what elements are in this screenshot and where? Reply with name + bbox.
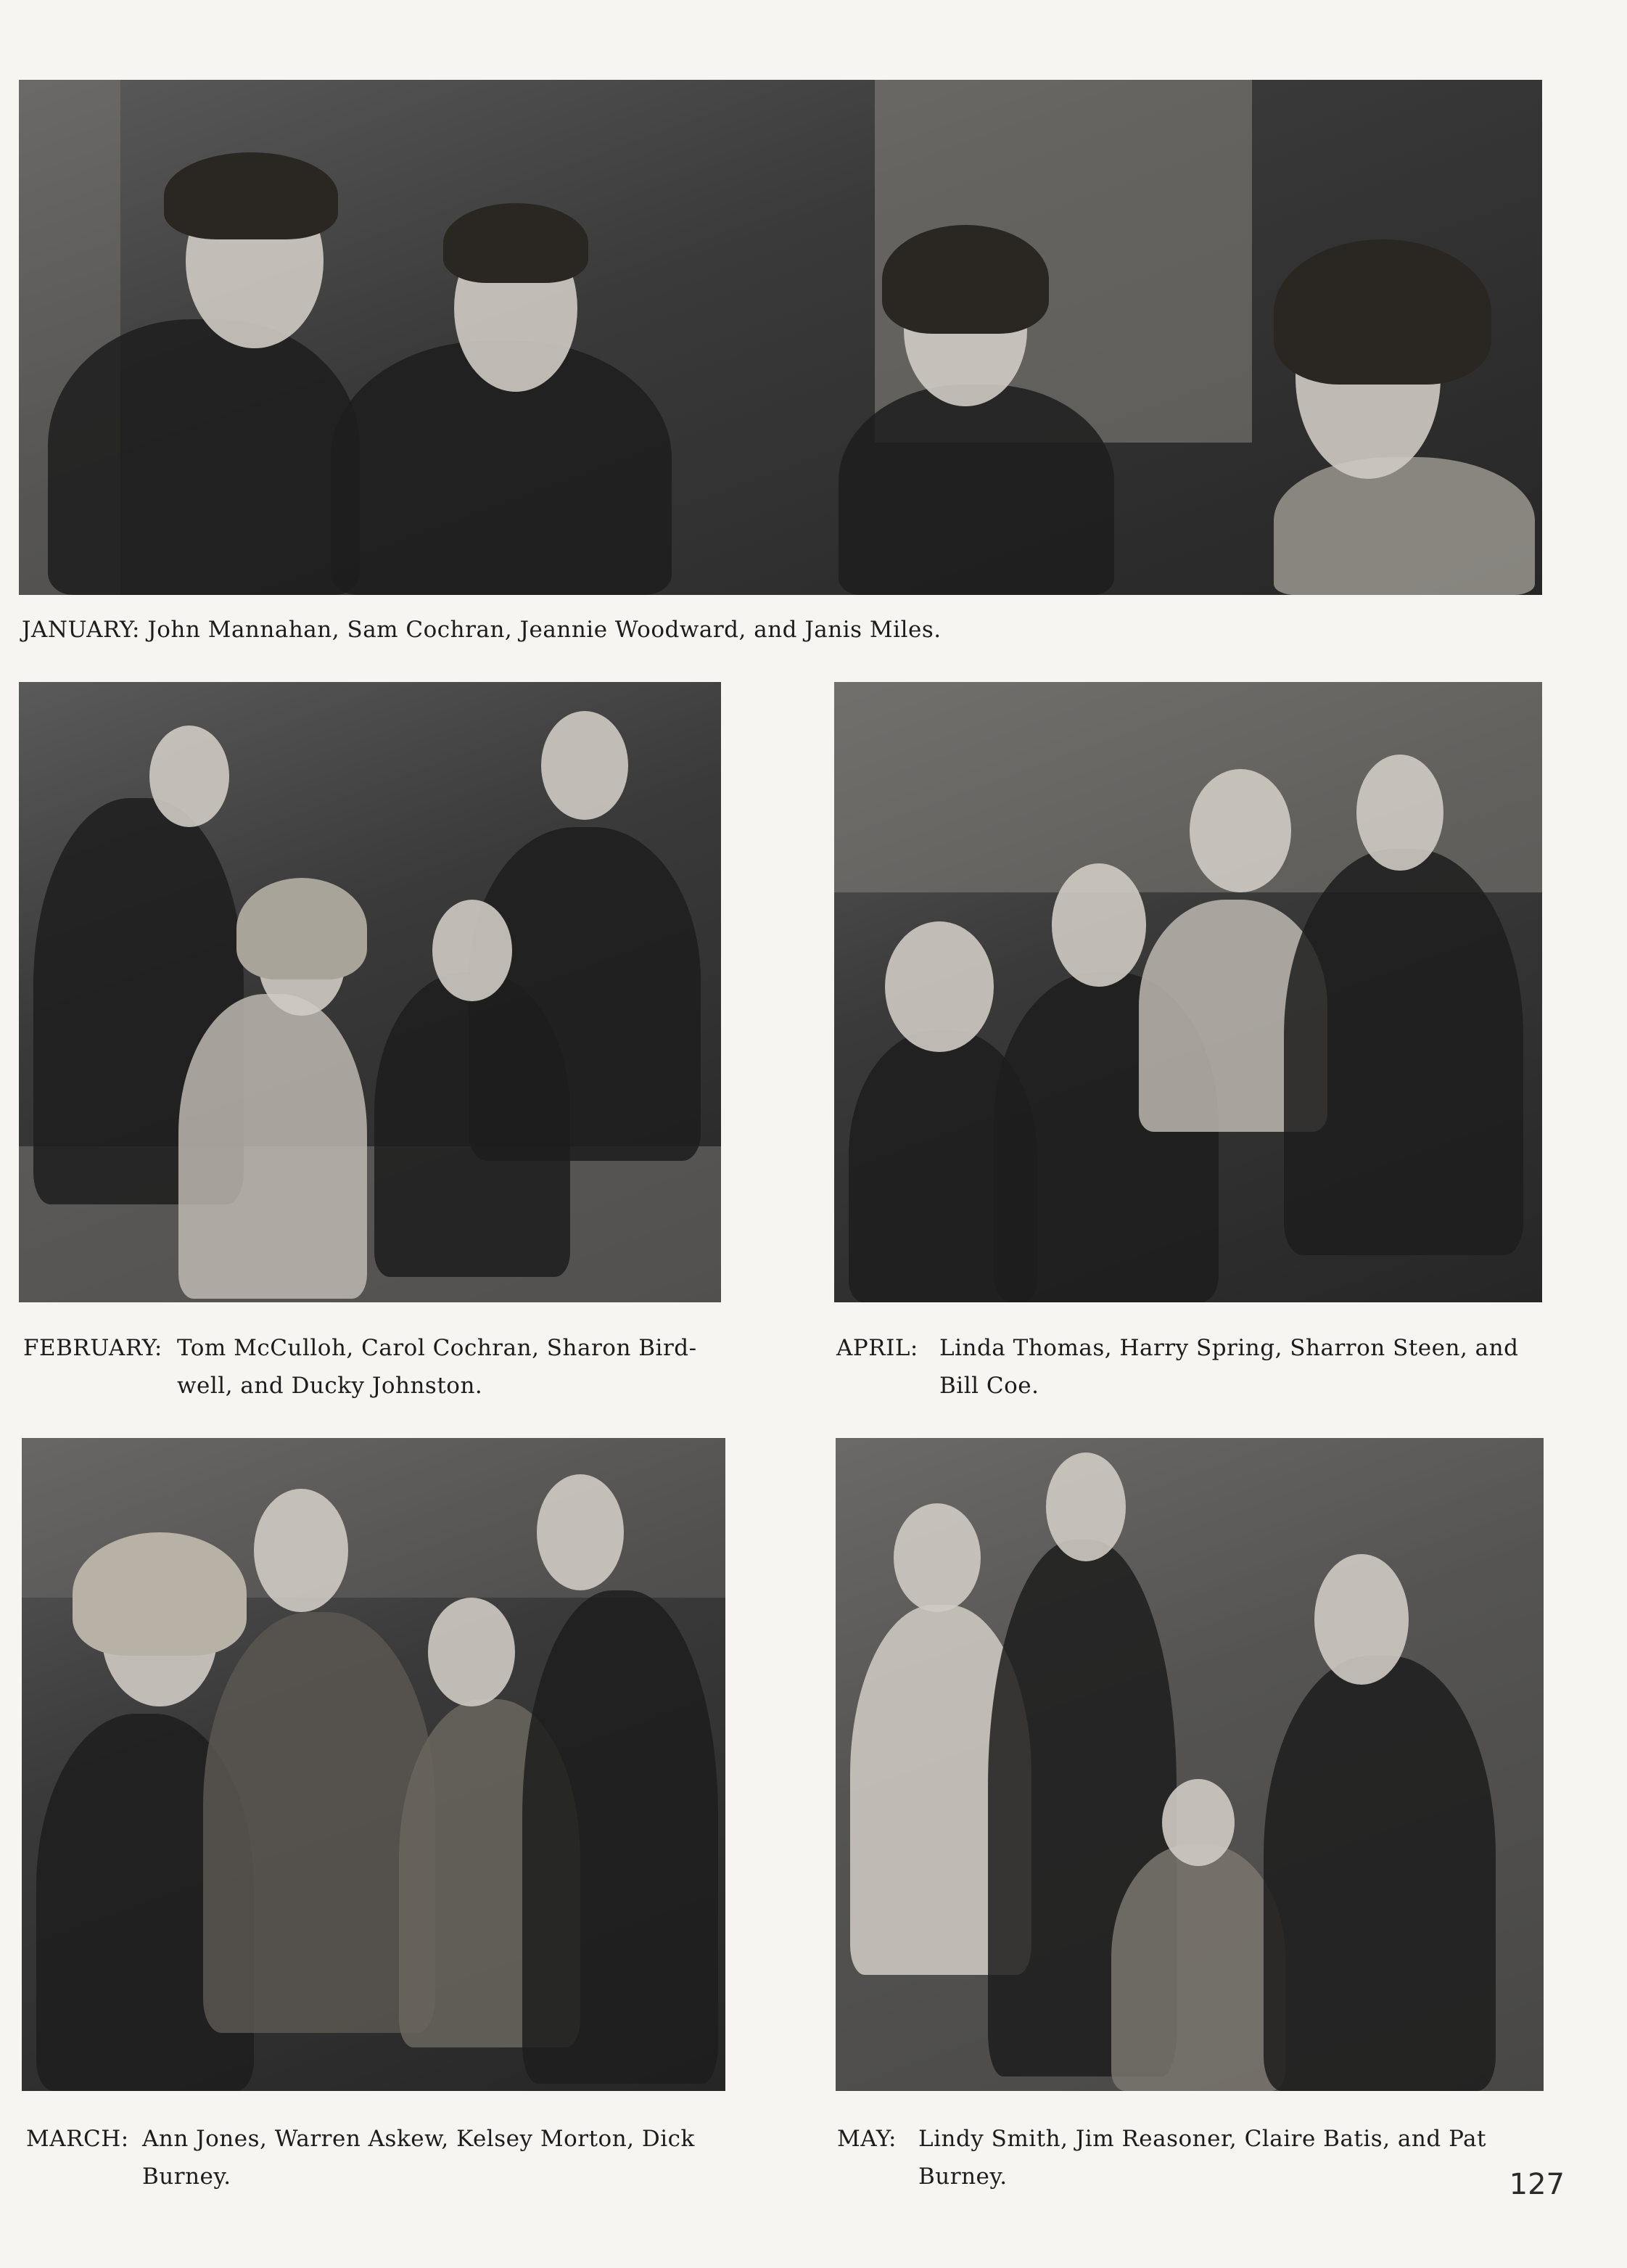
caption-january [22,611,942,649]
photo-february [19,682,721,1302]
caption-names-line1: Linda Thomas, Harry Spring, Sharron Steen, and [939,1335,1519,1361]
caption-month-label: MAY: [837,2126,897,2152]
caption-names: John Mannahan, Sam Cochran, Jeannie Woodward, and Janis Miles. [147,617,942,643]
caption-march [26,2120,695,2195]
caption-names-line1: Lindy Smith, Jim Reasoner, Claire Batis, and Pat [918,2126,1486,2152]
caption-names-line2: Burney. [142,2164,231,2190]
caption-month-label: MARCH: [26,2126,129,2152]
caption-month-label: FEBRUARY: [23,1335,162,1361]
caption-february [23,1329,697,1405]
caption-names-line2: Burney. [918,2164,1008,2190]
caption-names-line2: well, and Ducky Johnston. [177,1373,483,1399]
photo-march [22,1438,725,2091]
caption-names-line1: Ann Jones, Warren Askew, Kelsey Morton, Dick [142,2126,695,2152]
caption-names-line1: Tom McCulloh, Carol Cochran, Sharon Bird- [177,1335,697,1361]
photo-january [19,80,1542,595]
photo-april [834,682,1542,1302]
caption-month-label: JANUARY: [22,617,140,643]
caption-april [836,1329,1518,1405]
page-number: 127 [1509,2168,1565,2201]
caption-month-label: APRIL: [836,1335,918,1361]
photo-may [836,1438,1544,2091]
caption-names-line2: Bill Coe. [939,1373,1039,1399]
caption-may [837,2120,1486,2195]
